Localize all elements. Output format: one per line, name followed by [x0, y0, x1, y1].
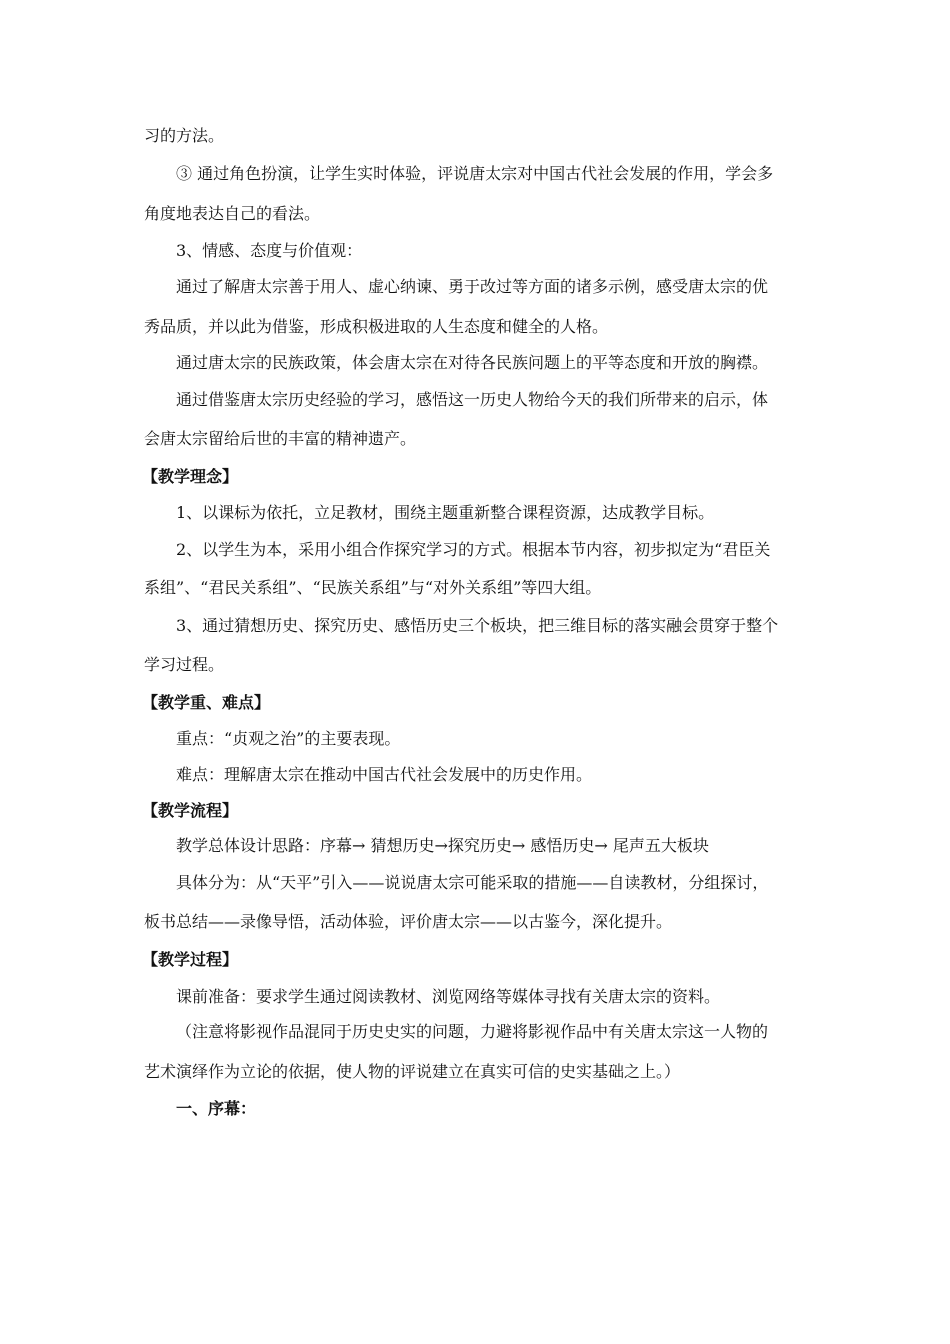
text-line: 具体分为：从“天平”引入——说说唐太宗可能采取的措施——自读教材，分组探讨， — [176, 873, 769, 892]
text-line: 2、以学生为本，采用小组合作探究学习的方式。根据本节内容，初步拟定为“君臣关 — [176, 540, 771, 559]
text-line: （注意将影视作品混同于历史史实的问题，力避将影视作品中有关唐太宗这一人物的 — [176, 1022, 769, 1041]
section-heading: 【教学流程】 — [142, 801, 239, 820]
text-line: 3、通过猜想历史、探究历史、感悟历史三个板块，把三维目标的落实融会贯穿于整个 — [176, 616, 779, 635]
text-line: 秀品质，并以此为借鉴，形成积极进取的人生态度和健全的人格。 — [144, 317, 609, 336]
text-line: 艺术演绎作为立论的依据，使人物的评说建立在真实可信的史实基础之上。） — [144, 1062, 681, 1081]
text-line: 会唐太宗留给后世的丰富的精神遗产。 — [144, 429, 417, 448]
text-line: 课前准备：要求学生通过阅读教材、浏览网络等媒体寻找有关唐太宗的资料。 — [176, 987, 721, 1006]
section-heading: 【教学理念】 — [142, 467, 239, 486]
text-line: 学习过程。 — [144, 655, 225, 674]
text-line: 板书总结——录像导悟，活动体验，评价唐太宗——以古鉴今，深化提升。 — [144, 912, 673, 931]
text-line: 习的方法。 — [144, 126, 225, 145]
text-line: 1、以课标为依托，立足教材，围绕主题重新整合课程资源，达成教学目标。 — [176, 503, 715, 522]
text-line: 通过唐太宗的民族政策，体会唐太宗在对待各民族问题上的平等态度和开放的胸襟。 — [176, 353, 769, 372]
text-line: ③ 通过角色扮演，让学生实时体验，评说唐太宗对中国古代社会发展的作用，学会多 — [176, 164, 774, 183]
text-line: 通过借鉴唐太宗历史经验的学习，感悟这一历史人物给今天的我们所带来的启示，体 — [176, 390, 769, 409]
text-line: 3、情感、态度与价值观： — [176, 241, 363, 260]
text-line: 角度地表达自己的看法。 — [144, 204, 321, 223]
text-line: 难点：理解唐太宗在推动中国古代社会发展中的历史作用。 — [176, 765, 593, 784]
text-line: 教学总体设计思路：序幕→ 猜想历史→探究历史→ 感悟历史→ 尾声五大板块 — [176, 836, 709, 855]
section-heading: 【教学重、难点】 — [142, 693, 271, 712]
text-line: 通过了解唐太宗善于用人、虚心纳谏、勇于改过等方面的诸多示例，感受唐太宗的优 — [176, 277, 769, 296]
text-line: 系组”、“君民关系组”、“民族关系组”与“对外关系组”等四大组。 — [144, 578, 602, 597]
subsection-heading: 一、序幕： — [176, 1099, 257, 1118]
text-line: 重点：“贞观之治”的主要表现。 — [176, 729, 401, 748]
section-heading: 【教学过程】 — [142, 950, 239, 969]
